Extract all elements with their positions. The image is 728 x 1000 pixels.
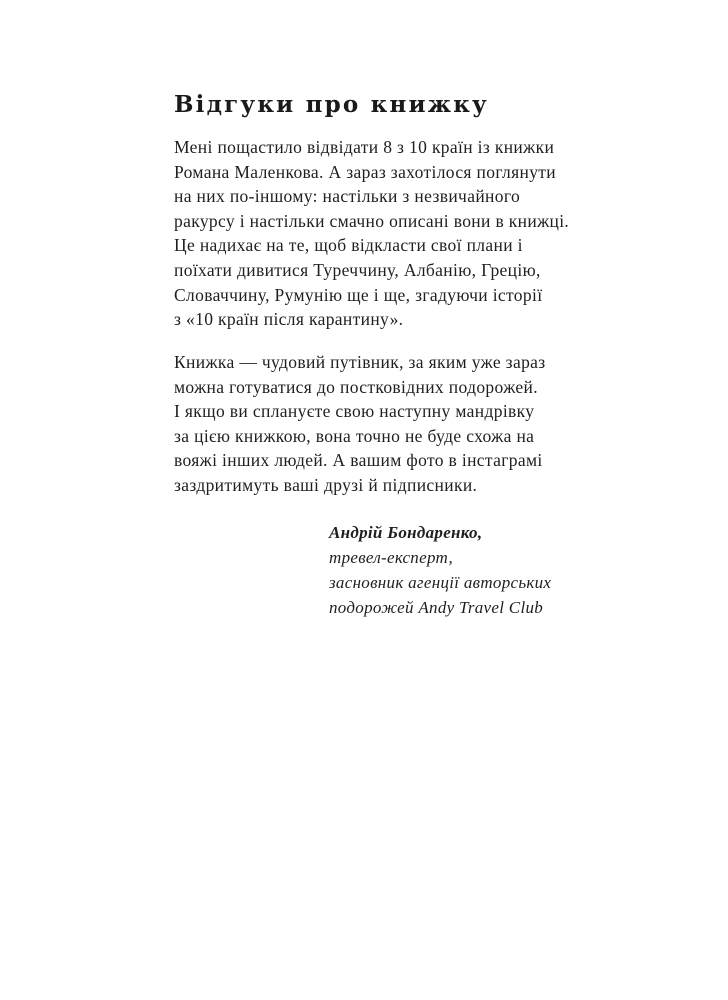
paragraph-line: заздритимуть ваші друзі й підписники. [174, 474, 478, 495]
paragraph-line: І якщо ви сплануєте свою наступну мандрівку [174, 401, 535, 422]
paragraph-line: вояжі інших людей. А вашим фото в інстаграмі [174, 450, 543, 471]
paragraph-line: Мені пощастило відвідати 8 з 10 країн із книжки [174, 137, 555, 157]
paragraph-line: Романа Маленкова. А зараз захотілося поглянути [174, 161, 557, 182]
paragraph-line: поїхати дивитися Туреччину, Албанію, Грецію, [174, 259, 541, 280]
paragraph-line: з «10 країн після карантину». [174, 309, 404, 330]
signature-role: тревел-експерт, [329, 548, 454, 567]
review-paragraph-2 [174, 350, 546, 498]
paragraph-line: Словаччину, Румунію ще і ще, згадуючи історії [174, 284, 543, 305]
signature-affiliation-line: подорожей Andy Travel Club [329, 598, 544, 617]
paragraph-line: на них по-іншому: настільки з незвичайного [174, 186, 521, 207]
paragraph-line: ракурсу і настільки смачно описані вони в книжці. [174, 210, 570, 231]
signature-author: Андрій Бондаренко, [329, 523, 483, 542]
review-signature [329, 520, 551, 620]
paragraph-line: Книжка — чудовий путівник, за яким уже зараз [174, 352, 546, 372]
paragraph-line: за цією книжкою, вона точно не буде схожа на [174, 425, 535, 446]
page-title: Відгуки про книжку [174, 91, 489, 118]
signature-affiliation-line: засновник агенції авторських [329, 573, 552, 592]
paragraph-line: можна готуватися до постковідних подорожей. [174, 376, 538, 397]
review-paragraph-1 [174, 135, 569, 332]
paragraph-line: Це надихає на те, щоб відкласти свої плани і [174, 235, 523, 256]
